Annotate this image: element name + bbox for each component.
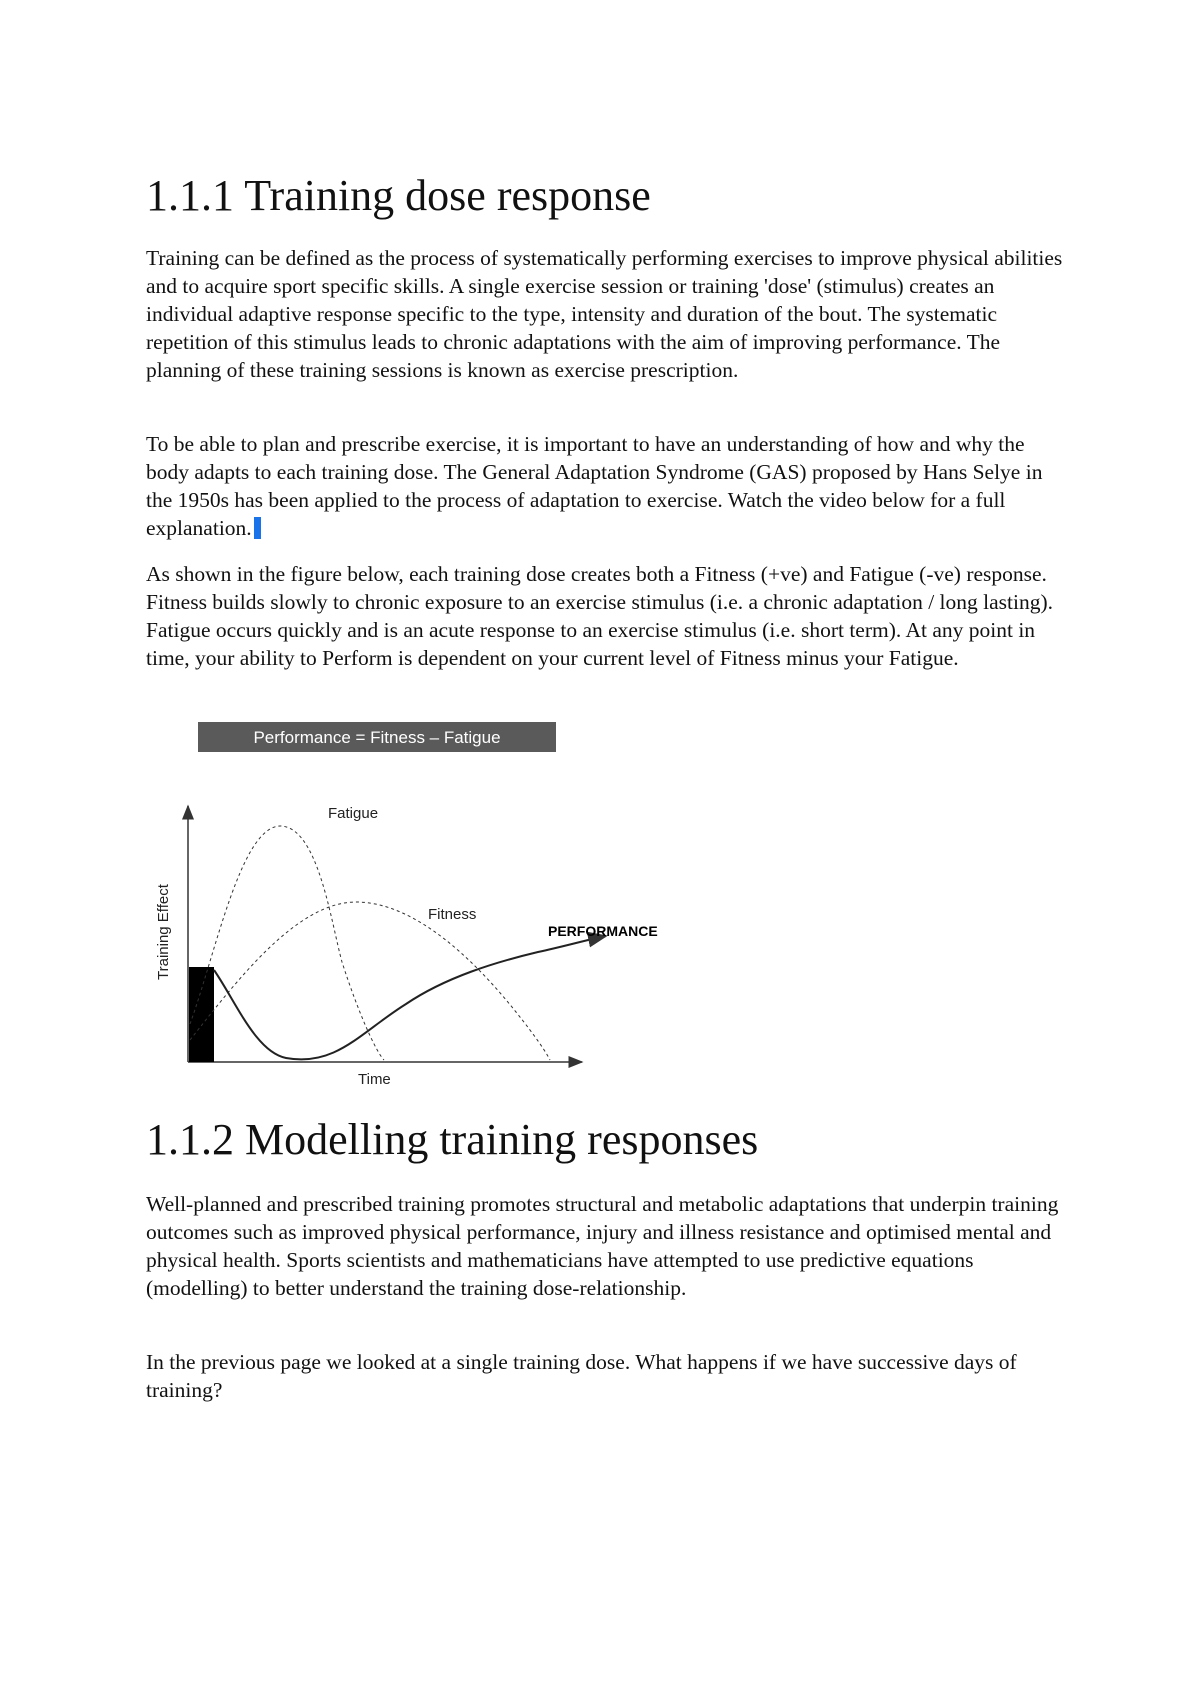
fitness-label: Fitness <box>428 906 477 923</box>
paragraph-gas-text: To be able to plan and prescribe exercise, it is important to have an understanding of how and why the body adapts to each training dose. The General Adaptation Syndrome (GAS) proposed by Hans Selye in the 1950s has been applied to the process of adaptation to exercise. Watch the video below for a full explanation. <box>146 432 1043 540</box>
paragraph-fitness-fatigue: As shown in the figure below, each training dose creates both a Fitness (+ve) and Fatigue (-ve) response. Fitness builds slowly to chronic exposure to an exercise stimulus (i.e. a chronic adaptation / long lasting). Fatigue occurs quickly and is an acute response to an exercise stimulus (i.e. short term). At any point in time, your ability to Perform is dependent on your current level of Fitness minus your Fatigue. <box>146 562 1053 670</box>
fatigue-label: Fatigue <box>328 805 379 822</box>
performance-chart <box>146 722 706 1092</box>
formula-banner-text: Performance = Fitness – Fatigue <box>253 728 501 747</box>
performance-curve <box>214 936 606 1059</box>
paragraph-training-definition: Training can be defined as the process of systematically performing exercises to improve physical abilities and to acquire sport specific skills. A single exercise session or training 'dose' (stimulus) creates an individual adaptive response specific to the type, intensity and duration of the bout. The systematic repetition of this stimulus leads to chronic adaptations with the aim of improving performance. The planning of these training sessions is known as exercise prescription. <box>146 246 1063 382</box>
text-cursor-marker <box>254 517 261 539</box>
performance-figure <box>146 722 706 1092</box>
paragraph-modelling: Well-planned and prescribed training promotes structural and metabolic adaptations that underpin training outcomes such as improved physical performance, injury and illness resistance and optimised mental and physical health. Sports scientists and mathematicians have attempted to use predictive equations (modelling) to better understand the training dose-relationship. <box>146 1192 1059 1300</box>
section-heading-training-dose-response: 1.1.1 Training dose response <box>146 171 651 220</box>
paragraph-gas <box>146 430 1066 542</box>
paragraph-successive-days: In the previous page we looked at a single training dose. What happens if we have successive days of training? <box>146 1350 1017 1402</box>
performance-label: PERFORMANCE <box>548 923 658 939</box>
fatigue-curve <box>190 826 384 1060</box>
section-heading-modelling-training-responses: 1.1.2 Modelling training responses <box>146 1115 759 1164</box>
x-axis-label: Time <box>358 1071 391 1088</box>
y-axis-label: Training Effect <box>155 884 172 980</box>
fitness-curve <box>190 902 550 1060</box>
